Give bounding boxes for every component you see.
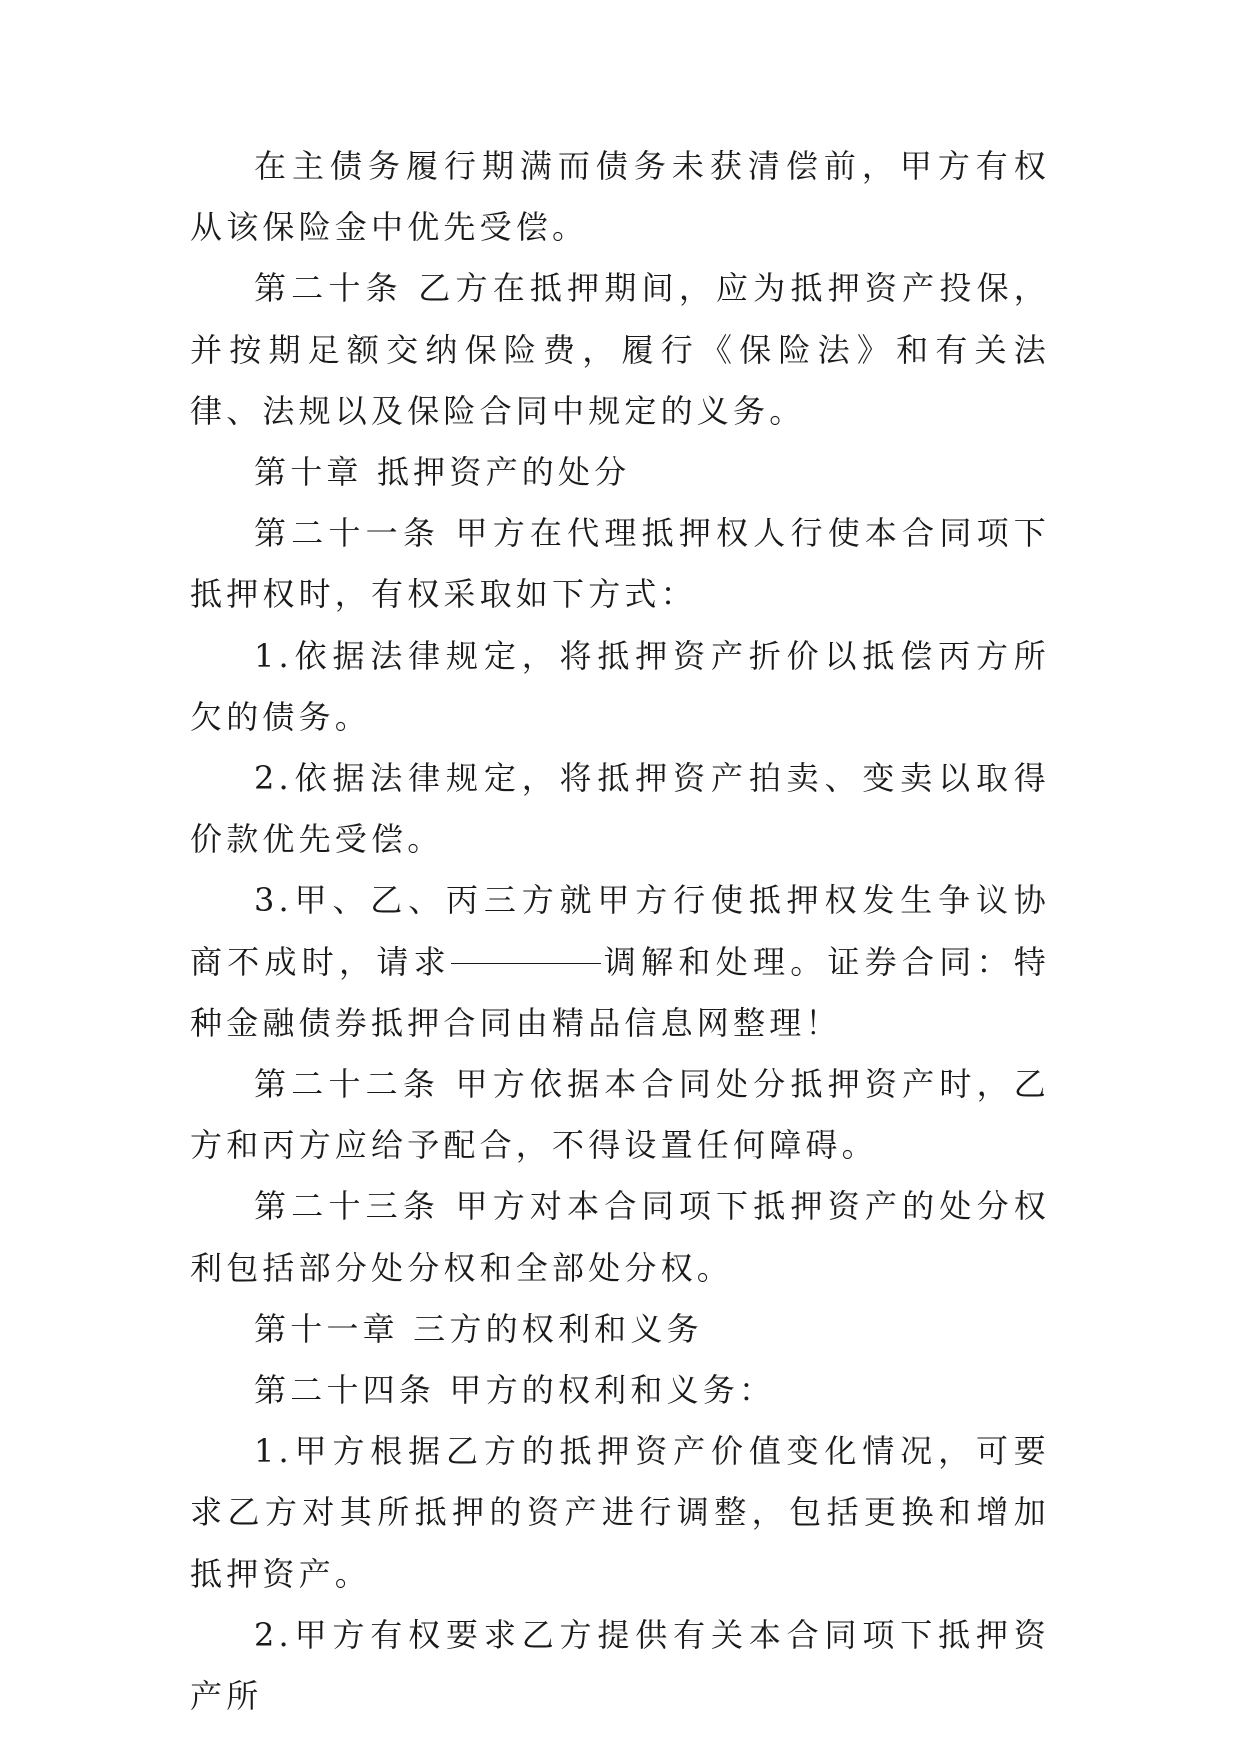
article-24-item-1: 1.甲方根据乙方的抵押资产价值变化情况，可要求乙方对其所抵押的资产进行调整，包括更换和增加抵押资产。 (190, 1432, 1050, 1593)
chapter-11-heading: 第十一章 三方的权利和义务 (254, 1309, 703, 1348)
article-21-item-2: 2.依据法律规定，将抵押资产拍卖、变卖以取得价款优先受偿。 (190, 759, 1050, 859)
article-24: 第二十四条 甲方的权利和义务： (254, 1371, 776, 1410)
chapter-10-heading: 第十章 抵押资产的处分 (254, 453, 631, 492)
fill-in-blank (451, 963, 601, 964)
article-21: 第二十一条 甲方在代理抵押权人行使本合同项下抵押权时，有权采取如下方式： (190, 514, 1050, 614)
item-3-text-before: 3.甲、乙、丙三方就甲方行使抵押权发生争议协商不成时，请求 (190, 881, 1050, 981)
article-22: 第二十二条 甲方依据本合同处分抵押资产时，乙方和丙方应给予配合，不得设置任何障碍。 (190, 1065, 1050, 1165)
article-21-item-1: 1.依据法律规定，将抵押资产折价以抵偿丙方所欠的债务。 (190, 636, 1050, 736)
article-24-item-2: 2.甲方有权要求乙方提供有关本合同项下抵押资产所 (190, 1615, 1050, 1716)
document-page (190, 136, 1050, 1727)
paragraph-insurance-priority: 在主债务履行期满而债务未获清偿前，甲方有权从该保险金中优先受偿。 (190, 147, 1050, 247)
article-21-item-3 (190, 870, 1050, 1054)
article-20: 第二十条 乙方在抵押期间，应为抵押资产投保，并按期足额交纳保险费，履行《保险法》和有关法律、法规以及保险合同中规定的义务。 (190, 269, 1050, 430)
article-23: 第二十三条 甲方对本合同项下抵押资产的处分权利包括部分处分权和全部处分权。 (190, 1187, 1050, 1287)
item-3-text-after: 调解和处理。证券合同：特种金融债券抵押合同由精品信息网整理！ (190, 942, 1050, 1042)
